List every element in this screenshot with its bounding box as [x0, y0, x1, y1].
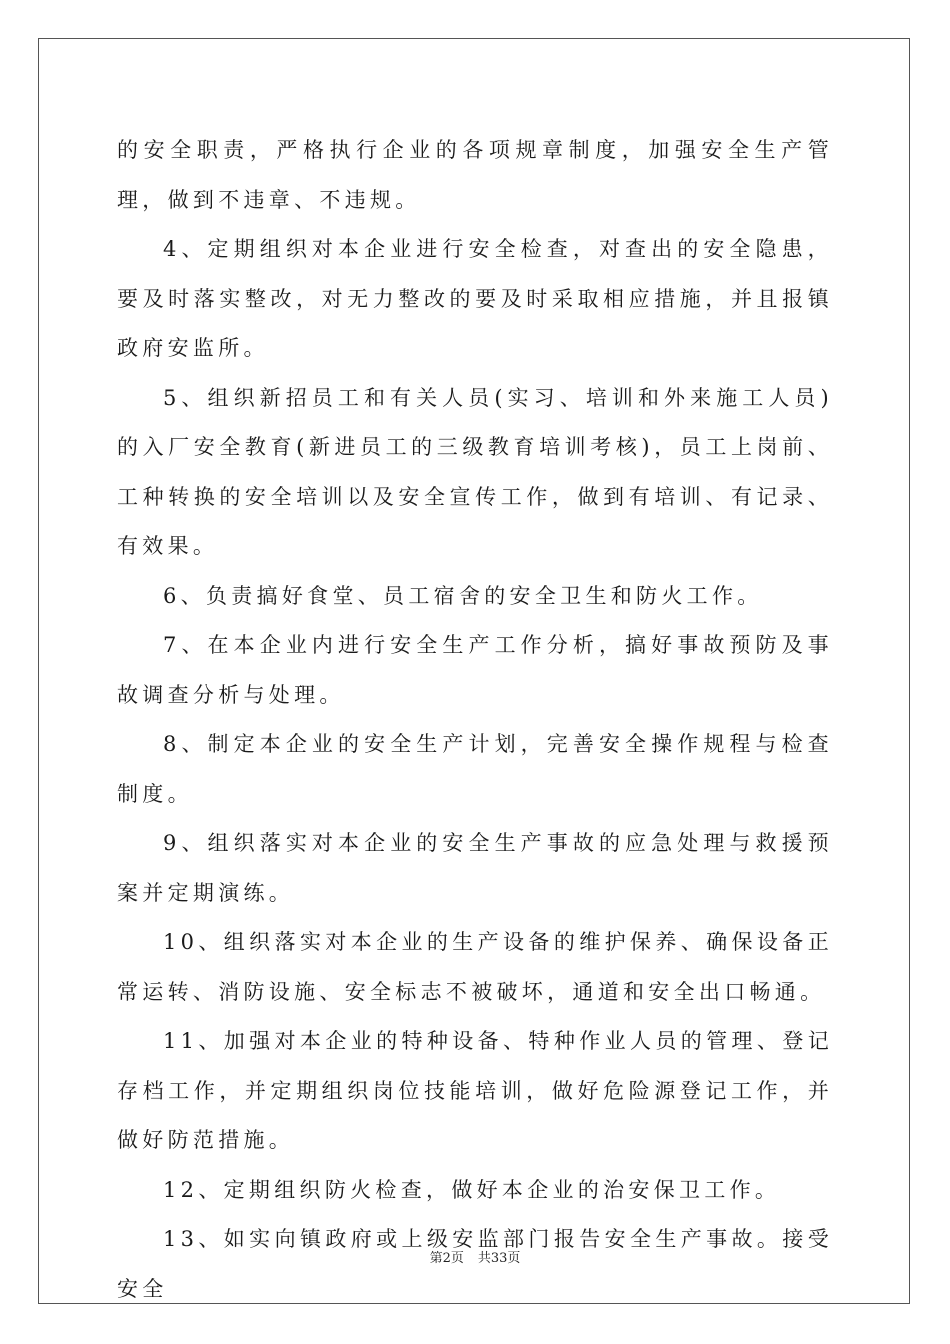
page-total: 共33页: [477, 1251, 521, 1266]
paragraph-6: 6、负责搞好食堂、员工宿舍的安全卫生和防火工作。: [163, 583, 763, 608]
paragraph-10: 10、组织落实对本企业的生产设备的维护保养、确保设备正常运转、消防设施、安全标志不被破坏，通道和安全出口畅通。: [117, 930, 833, 1004]
paragraph-5: 5、组织新招员工和有关人员(实习、培训和外来施工人员)的入厂安全教育(新进员工的三级教育培训考核)，员工上岗前、工种转换的安全培训以及安全宣传工作，做到有培训、有记录、有效果。: [117, 385, 833, 558]
paragraph-13: 13、如实向镇政府或上级安监部门报告安全生产事故。接受安全: [117, 1227, 833, 1301]
paragraph-4: 4、定期组织对本企业进行安全检查，对查出的安全隐患，要及时落实整改，对无力整改的要及时采取相应措施，并且报镇政府安监所。: [117, 237, 833, 360]
paragraph-7: 7、在本企业内进行安全生产工作分析，搞好事故预防及事故调查分析与处理。: [117, 633, 833, 707]
page-footer: [0, 1247, 950, 1266]
page-number: 第2页: [429, 1251, 464, 1266]
paragraph-0: 的安全职责，严格执行企业的各项规章制度，加强安全生产管理，做到不违章、不违规。: [117, 138, 833, 212]
document-body: [117, 126, 833, 1314]
paragraph-12: 12、定期组织防火检查，做好本企业的治安保卫工作。: [163, 1177, 781, 1202]
paragraph-8: 8、制定本企业的安全生产计划，完善安全操作规程与检查制度。: [117, 732, 833, 806]
paragraph-11: 11、加强对本企业的特种设备、特种作业人员的管理、登记存档工作，并定期组织岗位技能培训，做好危险源登记工作，并做好防范措施。: [117, 1029, 833, 1152]
paragraph-9: 9、组织落实对本企业的安全生产事故的应急处理与救援预案并定期演练。: [117, 831, 833, 905]
